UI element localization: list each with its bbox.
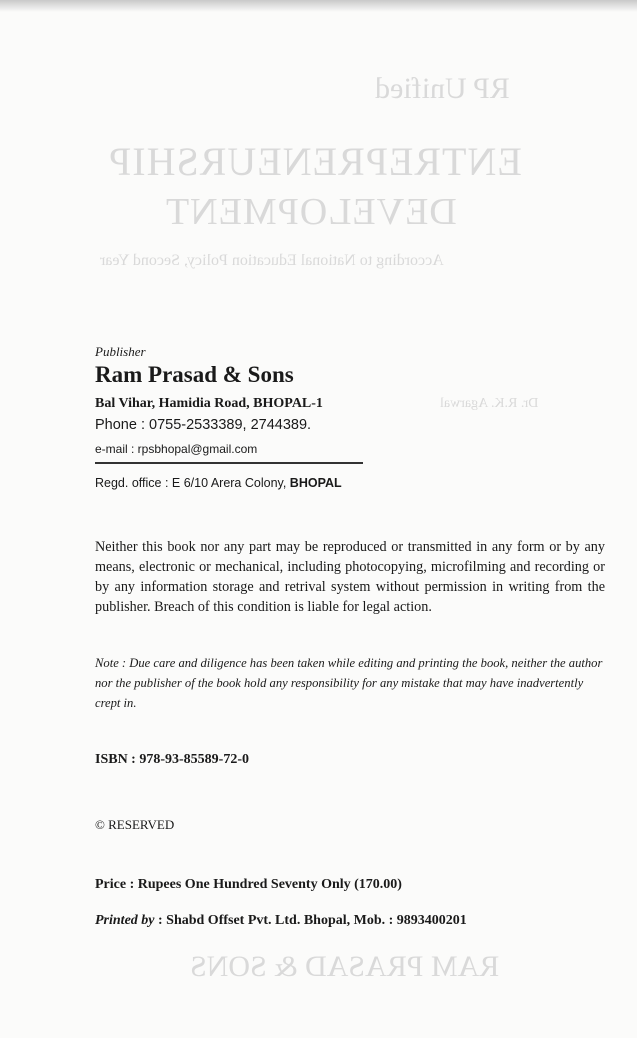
regd-office-address: Regd. office : E 6/10 Arera Colony, [95, 476, 290, 490]
reserved: © RESERVED [95, 817, 175, 832]
disclaimer-note: Note : Due care and diligence has been taken while editing and printing the book, neither the author nor the publisher of the book hold any responsibility for any mistake that may have inadvertently crept in. [95, 656, 603, 710]
show-through-title-2: DEVELOPMENT [165, 191, 457, 233]
printed-by-label: Printed by [95, 913, 155, 928]
divider [95, 462, 363, 464]
publisher-name: Ram Prasad & Sons [95, 362, 294, 387]
show-through-subtitle: According to National Education Policy, Second Year [100, 252, 444, 269]
regd-office [95, 476, 342, 490]
publisher-label: Publisher [95, 344, 146, 359]
printer-details: : Shabd Offset Pvt. Ltd. Bhopal, Mob. : 9893400201 [154, 913, 467, 928]
copyright-notice: Neither this book nor any part may be reproduced or transmitted in any form or by any means, electronic or mechanical, including photocopying, microfilming and recording or by any information storage and retrival system without permission in writing from the publisher. Breach of this condition is liable for legal action. [95, 539, 605, 615]
publisher-address: Bal Vihar, Hamidia Road, BHOPAL-1 [95, 396, 323, 411]
show-through-author: Dr. R.K. Agarwal [440, 396, 539, 411]
show-through-publisher: RAM PRASAD & SONS [190, 950, 500, 983]
publisher-phone: Phone : 0755-2533389, 2744389. [95, 417, 312, 433]
printed-by [95, 913, 467, 929]
publisher-email: e-mail : rpsbhopal@gmail.com [95, 442, 258, 456]
price: Price : Rupees One Hundred Seventy Only (170.00) [95, 877, 402, 892]
show-through-title-1: ENTREPRENEURSHIP [108, 139, 522, 184]
show-through-series: RP Unified [375, 72, 510, 105]
scan-edge [0, 0, 637, 12]
regd-office-city: BHOPAL [289, 476, 342, 490]
isbn: ISBN : 978-93-85589-72-0 [95, 752, 249, 767]
